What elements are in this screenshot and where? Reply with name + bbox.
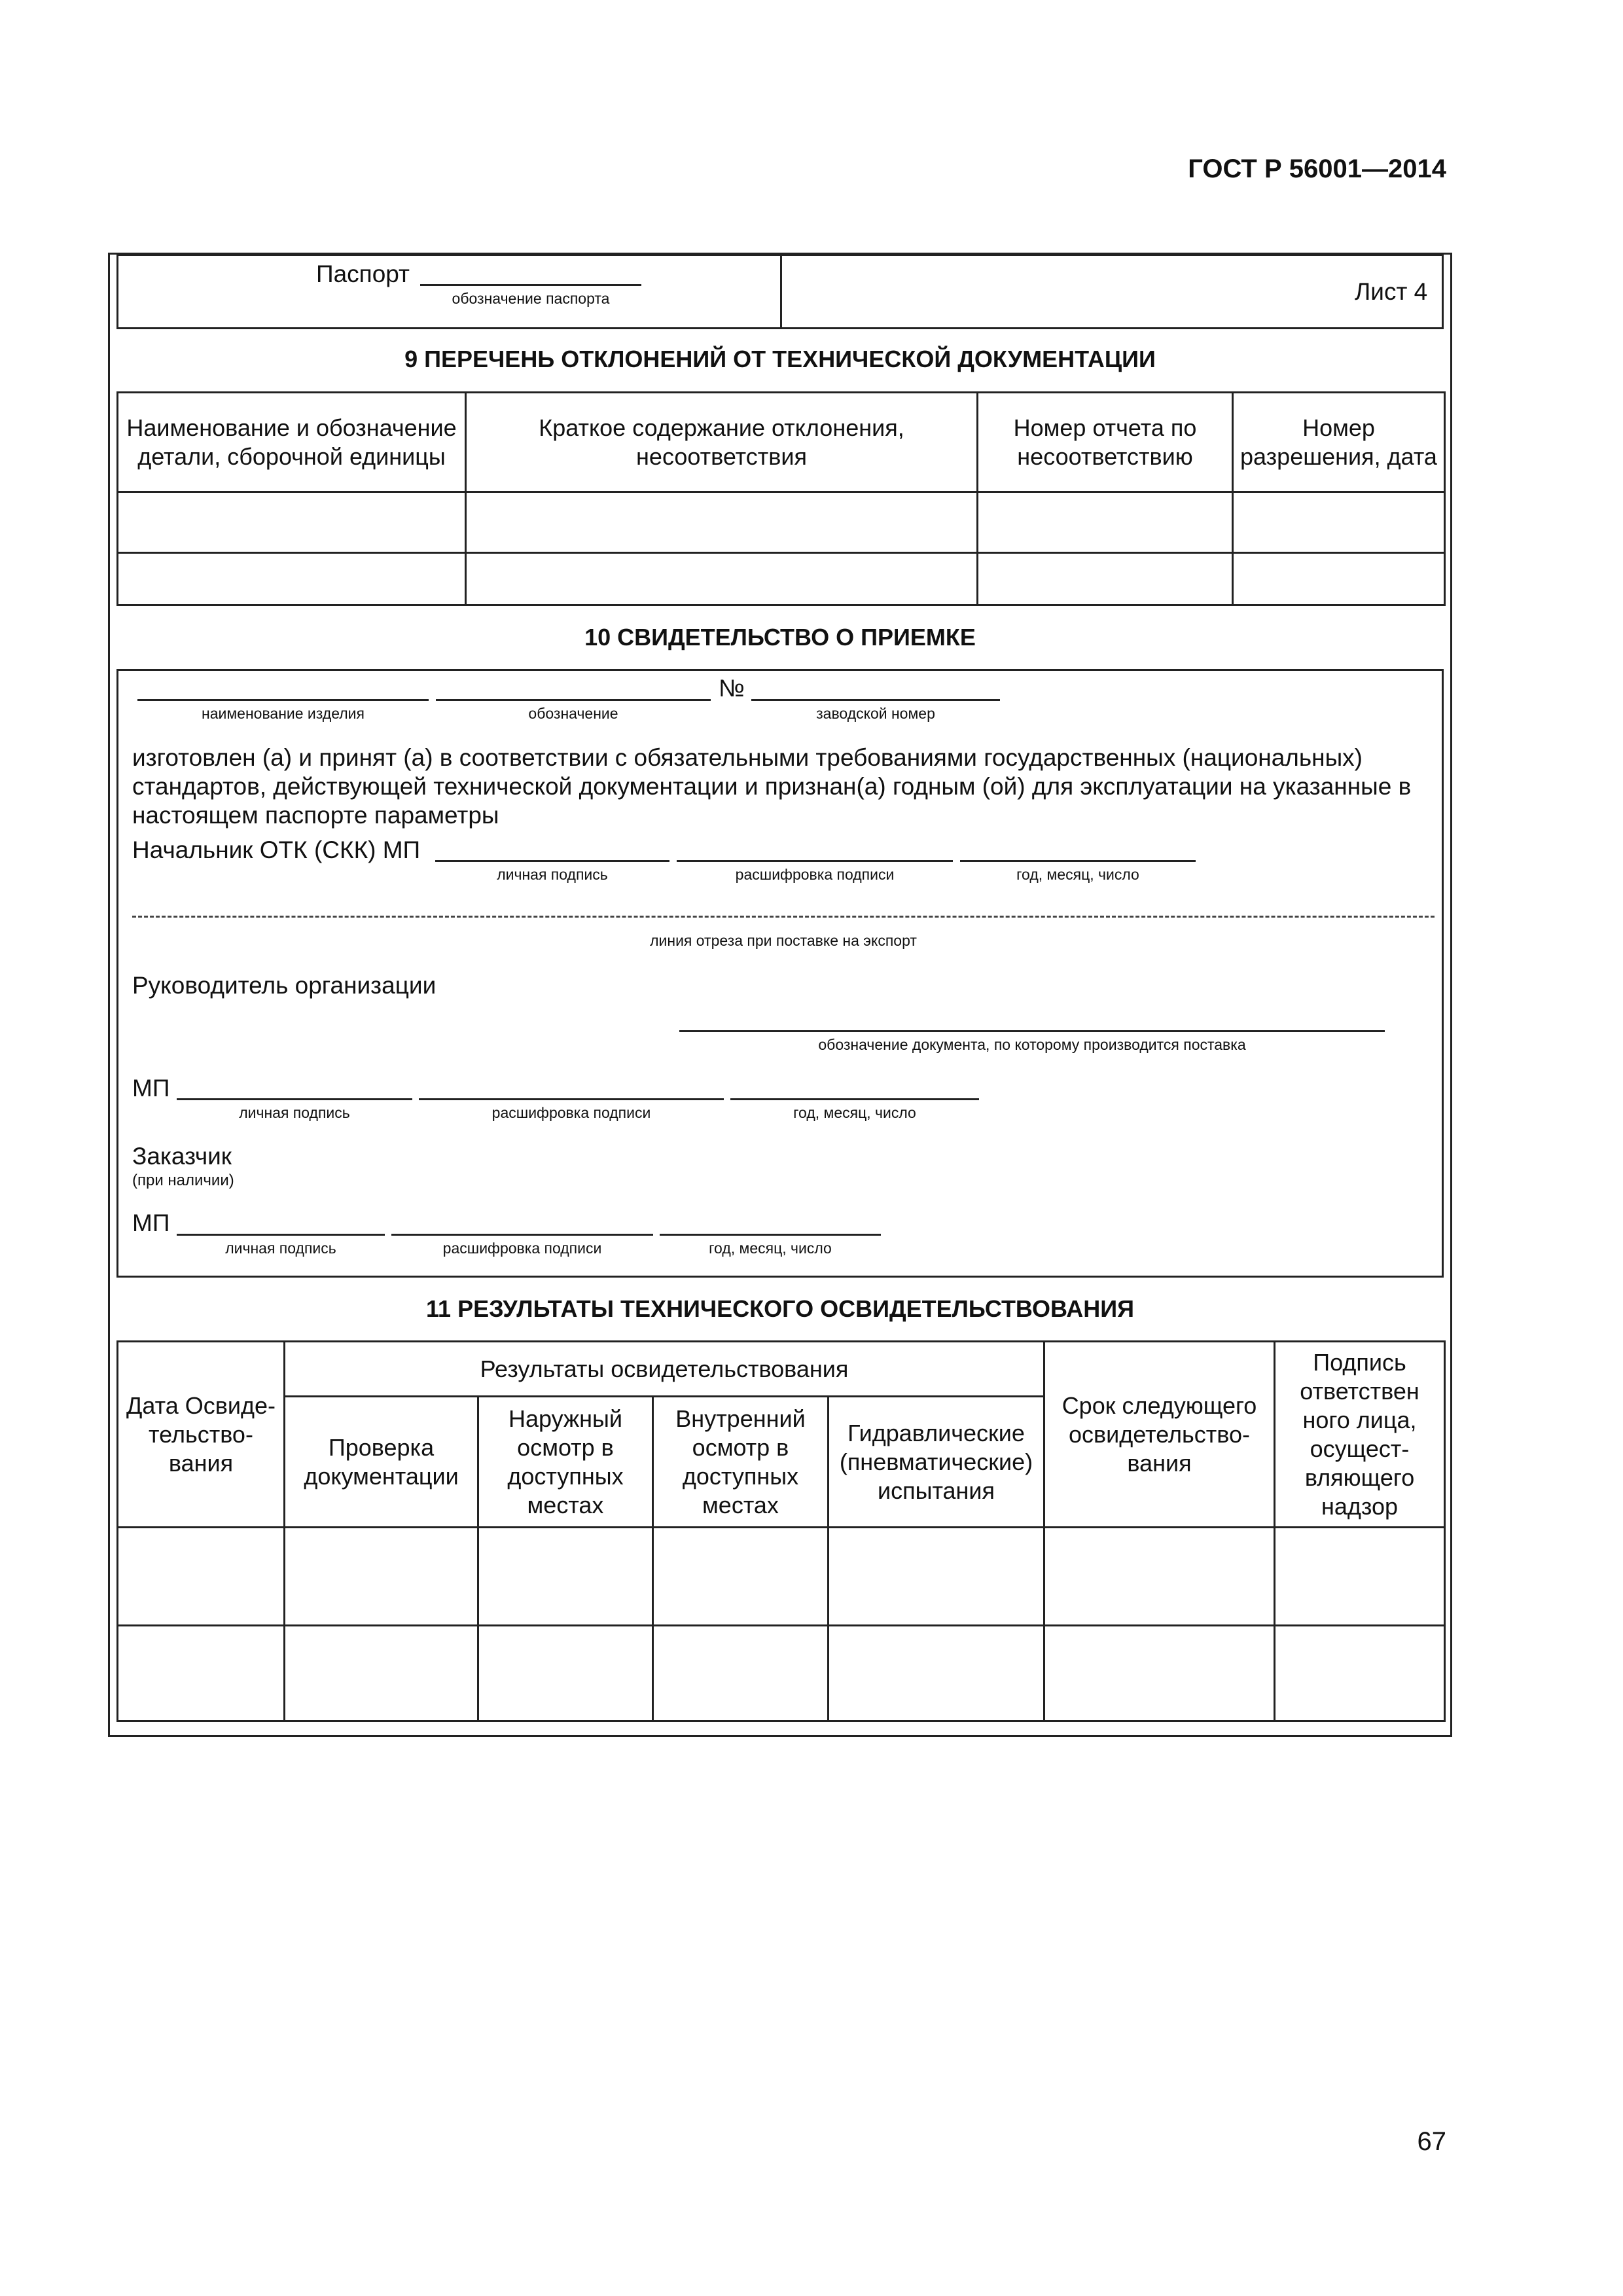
- col-document-check: Проверка документации: [285, 1397, 478, 1528]
- passport-label: Паспорт: [316, 260, 410, 287]
- otk-signature-line: [435, 860, 669, 862]
- page-number: 67: [1417, 2127, 1446, 2156]
- product-designation-caption: обозначение: [528, 705, 618, 722]
- col-inspection-date: Дата Освиде-тельство-вания: [118, 1342, 285, 1528]
- serial-number-line: [751, 699, 1000, 701]
- otk-date-caption: год, месяц, число: [1016, 866, 1139, 883]
- head-date-caption: год, месяц, число: [793, 1104, 916, 1121]
- col-part-name: Наименование и обозначение детали, сборочной единицы: [118, 393, 466, 492]
- number-sign: №: [719, 675, 745, 702]
- otk-signature-caption: личная подпись: [497, 866, 608, 883]
- head-decoding-caption: расшифровка подписи: [491, 1104, 651, 1121]
- otk-chief-label: Начальник ОТК (СКК) МП: [132, 836, 421, 863]
- export-cut-line: [132, 916, 1435, 918]
- customer-label: Заказчик: [132, 1143, 232, 1170]
- organization-head-label: Руководитель организации: [132, 972, 437, 999]
- customer-date-caption: год, месяц, число: [709, 1240, 832, 1257]
- passport-designation-caption: обозначение паспорта: [452, 290, 610, 307]
- supply-document-line: [679, 1030, 1385, 1032]
- acceptance-statement-line-3: настоящем паспорте параметры: [132, 802, 499, 829]
- col-report-number: Номер отчета по несоответствию: [978, 393, 1233, 492]
- acceptance-statement-line-1: изготовлен (а) и принят (а) в соответствии с обязательными требованиями государственных (национальных): [132, 744, 1363, 771]
- head-date-line: [730, 1098, 979, 1100]
- export-cut-line-caption: линия отреза при поставке на экспорт: [650, 932, 917, 949]
- table-row: [118, 553, 1445, 605]
- customer-date-line: [660, 1234, 881, 1236]
- customer-signature-caption: личная подпись: [225, 1240, 336, 1257]
- supply-document-caption: обозначение документа, по которому производится поставка: [818, 1036, 1246, 1053]
- inspection-results-table: [116, 1340, 1446, 1722]
- product-name-line: [137, 699, 429, 701]
- deviations-table: [116, 391, 1446, 606]
- col-deviation-summary: Краткое содержание отклонения, несоответствия: [466, 393, 978, 492]
- section-9-title: 9 ПЕРЕЧЕНЬ ОТКЛОНЕНИЙ ОТ ТЕХНИЧЕСКОЙ ДОКУМЕНТАЦИИ: [404, 346, 1156, 372]
- head-signature-caption: личная подпись: [239, 1104, 350, 1121]
- otk-decoding-line: [677, 860, 953, 862]
- col-hydraulic-tests: Гидравлические (пневматические) испытания: [829, 1397, 1044, 1528]
- head-signature-line: [177, 1098, 412, 1100]
- otk-decoding-caption: расшифровка подписи: [735, 866, 895, 883]
- head-decoding-line: [419, 1098, 724, 1100]
- standard-designation: ГОСТ Р 56001—2014: [1188, 154, 1446, 183]
- customer-decoding-line: [391, 1234, 653, 1236]
- customer-signature-line: [177, 1234, 385, 1236]
- col-permission-number: Номер разрешения, дата: [1233, 393, 1445, 492]
- passport-designation-line: [420, 284, 641, 286]
- customer-stamp-label: МП: [132, 1210, 170, 1236]
- sheet-number: Лист 4: [1355, 278, 1428, 305]
- col-external-inspection: Наружный осмотр в доступных местах: [478, 1397, 653, 1528]
- otk-date-line: [960, 860, 1196, 862]
- table-row: [118, 492, 1445, 553]
- acceptance-statement-line-2: стандартов, действующей технической документации и признан(а) годным (ой) для эксплуатации на указанные в: [132, 773, 1412, 800]
- customer-decoding-caption: расшифровка подписи: [442, 1240, 602, 1257]
- head-stamp-label: МП: [132, 1075, 170, 1102]
- product-name-caption: наименование изделия: [202, 705, 365, 722]
- product-designation-line: [436, 699, 711, 701]
- serial-number-caption: заводской номер: [816, 705, 935, 722]
- col-internal-inspection: Внутренний осмотр в доступных местах: [653, 1397, 829, 1528]
- passport-divider: [780, 254, 782, 329]
- col-next-inspection: Срок следующего освидетельство-вания: [1044, 1342, 1275, 1528]
- table-row: [118, 1528, 1445, 1626]
- section-11-title: 11 РЕЗУЛЬТАТЫ ТЕХНИЧЕСКОГО ОСВИДЕТЕЛЬСТВОВАНИЯ: [426, 1295, 1134, 1322]
- table-row: [118, 1626, 1445, 1721]
- section-10-title: 10 СВИДЕТЕЛЬСТВО О ПРИЕМКЕ: [584, 624, 976, 651]
- customer-note: (при наличии): [132, 1172, 234, 1189]
- col-responsible-signature: Подпись ответствен ного лица, осущест-вляющего надзор: [1275, 1342, 1445, 1528]
- col-results-group: Результаты освидетельствования: [285, 1342, 1044, 1397]
